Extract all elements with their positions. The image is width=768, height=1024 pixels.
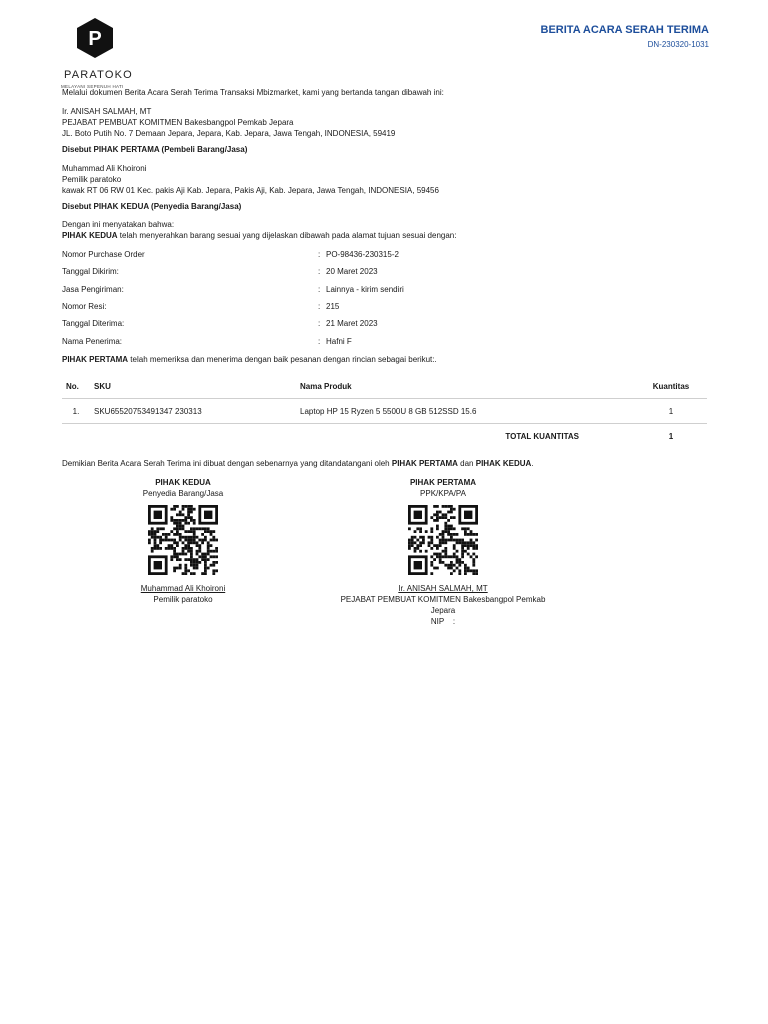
detail-label: Tanggal Dikirim: (62, 267, 119, 276)
sig-left-name: Muhammad Ali Khoironi (140, 584, 226, 593)
cell-product: Laptop HP 15 Ryzen 5 5500U 8 GB 512SSD 15.6 (296, 399, 635, 424)
sig-right-position: PEJABAT PEMBUAT KOMITMEN Bakesbangpol Pemkab (340, 595, 546, 604)
statement-line2 (62, 231, 456, 241)
detail-colon: : (318, 285, 321, 294)
qr-code-icon (408, 505, 478, 575)
svg-text:P: P (88, 28, 102, 50)
party1-label: Disebut PIHAK PERTAMA (Pembeli Barang/Jasa) (62, 145, 248, 154)
detail-label: Jasa Pengiriman: (62, 285, 124, 294)
qr-code-icon (148, 505, 218, 575)
detail-label: Nama Penerima: (62, 337, 123, 346)
signature-left (113, 477, 253, 605)
detail-colon: : (318, 319, 321, 328)
detail-colon: : (318, 250, 321, 259)
sig-right-nip: NIP : (430, 617, 456, 626)
col-no: No. (62, 374, 90, 399)
detail-label: Nomor Purchase Order (62, 250, 145, 259)
statement-line1: Dengan ini menyatakan bahwa: (62, 220, 175, 229)
closing-end: . (531, 459, 534, 468)
check-text (62, 355, 437, 365)
closing-text (62, 459, 534, 469)
sig-right-subtitle: PPK/KPA/PA (420, 489, 466, 498)
sig-left-subtitle: Penyedia Barang/Jasa (142, 489, 224, 498)
closing-bold-1: PIHAK PERTAMA (391, 459, 458, 468)
detail-colon: : (318, 267, 321, 276)
party1-address: JL. Boto Putih No. 7 Demaan Jepara, Jepara, Kab. Jepara, Jawa Tengah, INDONESIA, 59419 (62, 129, 396, 138)
closing-bold-2: PIHAK KEDUA (475, 459, 532, 468)
party1-name: Ir. ANISAH SALMAH, MT (62, 107, 152, 116)
closing-mid: dan (457, 459, 476, 468)
sig-right-position-2: Jepara (430, 606, 456, 615)
detail-colon: : (318, 302, 321, 311)
paratoko-logo-icon (77, 18, 113, 58)
party1-position: PEJABAT PEMBUAT KOMITMEN Bakesbangpol Pemkab Jepara (62, 118, 294, 127)
col-product: Nama Produk (296, 374, 635, 399)
brand-name: PARATOKO (64, 69, 133, 81)
detail-label: Nomor Resi: (62, 302, 107, 311)
detail-value: PO-98436-230315-2 (326, 250, 399, 259)
detail-value: 21 Maret 2023 (326, 319, 378, 328)
detail-value: Hafni F (326, 337, 352, 346)
party2-address: kawak RT 06 RW 01 Kec. pakis Aji Kab. Jepara, Pakis Aji, Kab. Jepara, Jawa Tengah, INDONESIA, 59456 (62, 186, 439, 195)
cell-sku: SKU65520753491347 230313 (90, 399, 296, 424)
statement-bold: PIHAK KEDUA (62, 231, 118, 240)
col-qty: Kuantitas (635, 374, 707, 399)
total-value: 1 (668, 431, 674, 441)
closing-pre: Demikian Berita Acara Serah Terima ini dibuat dengan sebenarnya yang ditandatangani oleh (62, 459, 392, 468)
statement-rest: telah menyerahkan barang sesuai yang dijelaskan dibawah pada alamat tujuan sesuai dengan: (117, 231, 457, 240)
detail-colon: : (318, 337, 321, 346)
items-table (62, 374, 707, 448)
sig-left-position: Pemilik paratoko (153, 595, 213, 604)
cell-no: 1. (62, 399, 90, 424)
document-number: DN-230320-1031 (647, 40, 709, 49)
sig-right-name: Ir. ANISAH SALMAH, MT (398, 584, 488, 593)
table-header-row (62, 374, 707, 399)
signature-right (318, 477, 568, 627)
sig-left-title: PIHAK KEDUA (155, 478, 211, 487)
party2-position: Pemilik paratoko (62, 175, 122, 184)
party2-name: Muhammad Ali Khoironi (62, 164, 147, 173)
check-rest: telah memeriksa dan menerima dengan baik pesanan dengan rincian sebagai berikut:. (128, 355, 437, 364)
detail-value: 215 (326, 302, 340, 311)
table-total-row (62, 424, 707, 449)
col-sku: SKU (90, 374, 296, 399)
total-label: TOTAL KUANTITAS (505, 431, 579, 441)
detail-label: Tanggal Diterima: (62, 319, 125, 328)
intro-text: Melalui dokumen Berita Acara Serah Terima Transaksi Mbizmarket, kami yang bertanda tangan dibawah ini: (62, 88, 444, 97)
detail-value: 20 Maret 2023 (326, 267, 378, 276)
detail-value: Lainnya - kirim sendiri (326, 285, 404, 294)
party2-label: Disebut PIHAK KEDUA (Penyedia Barang/Jasa) (62, 202, 242, 211)
cell-qty: 1 (635, 399, 707, 424)
table-row (62, 399, 707, 424)
check-bold: PIHAK PERTAMA (62, 355, 129, 364)
brand-tagline: MELAYANI SEPENUH HATI (61, 84, 124, 89)
sig-right-title: PIHAK PERTAMA (409, 478, 477, 487)
document-title: BERITA ACARA SERAH TERIMA (540, 24, 709, 36)
